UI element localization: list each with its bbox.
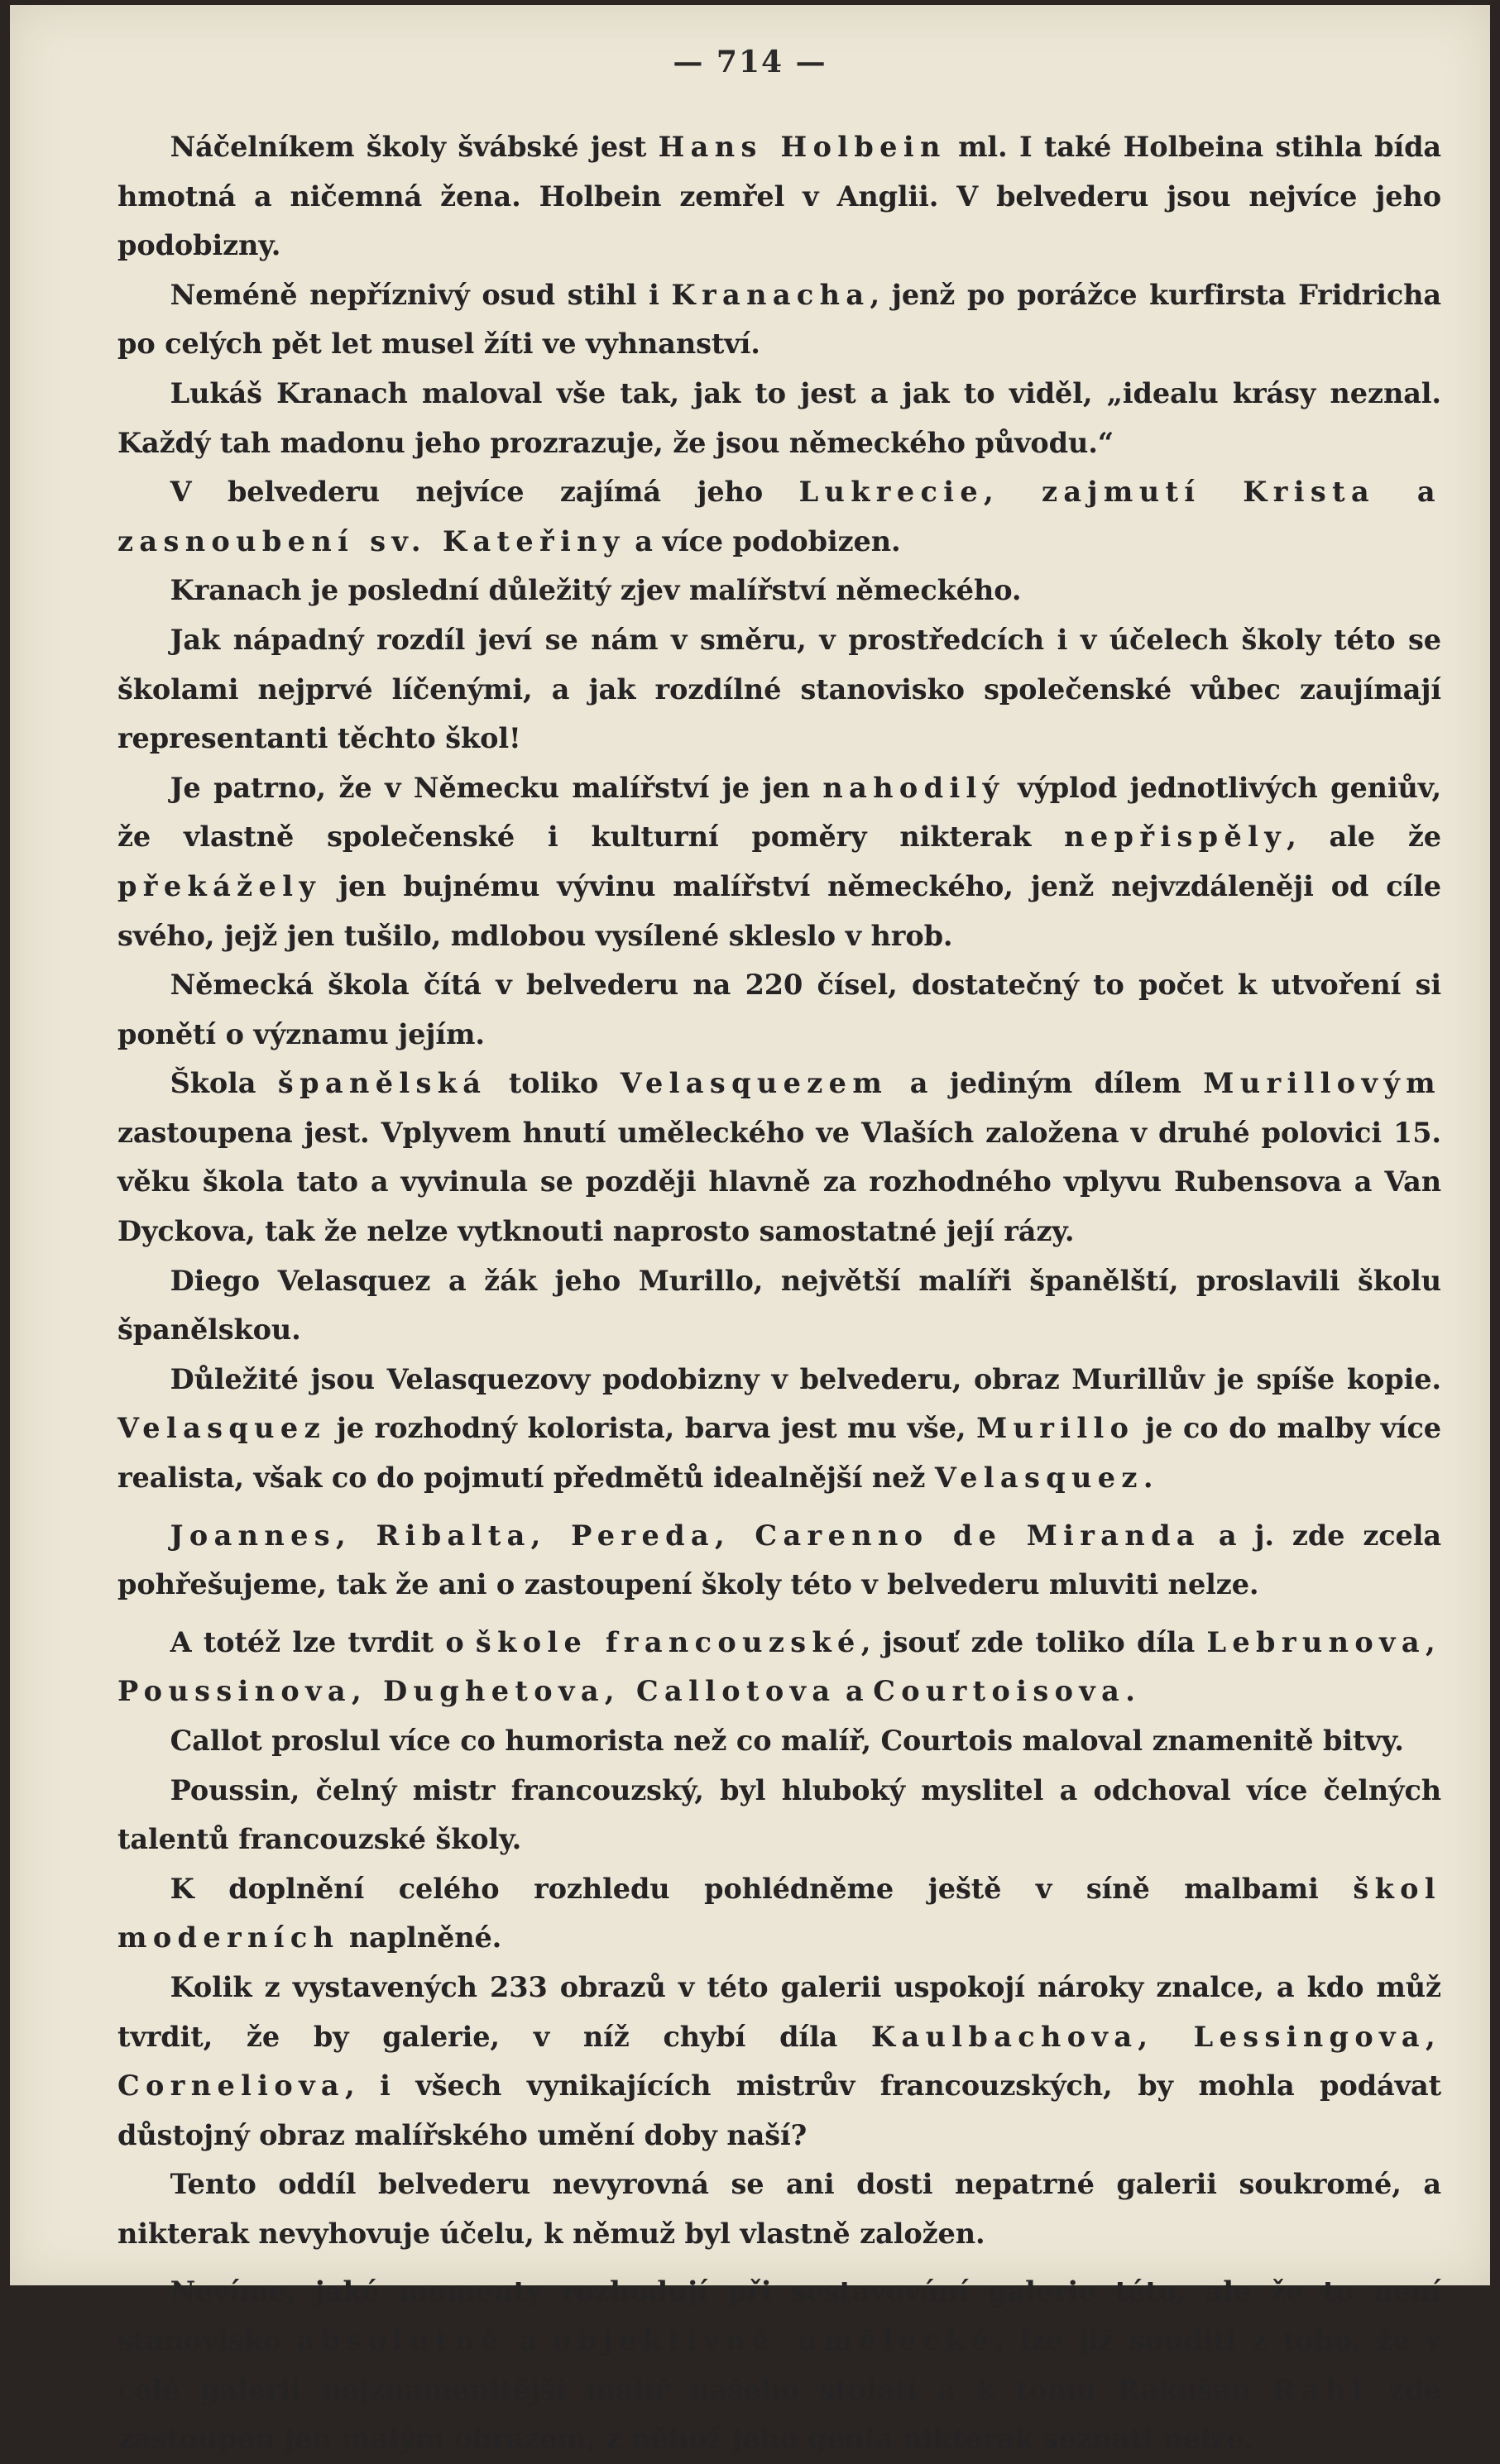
text-run: Poussin, čelný mistr francouzský, byl hluboký myslitel a odchoval více čelných talentů francouzské školy.: [117, 1773, 1441, 1856]
text-run: Škola: [170, 1067, 278, 1100]
text-run: Je patrno, že v Německu malířství je jen: [170, 771, 823, 804]
text-run: A totéž lze tvrdit o: [170, 1625, 476, 1658]
text-run: Nevíme, jaké momenty rozhodují při sestavování galerie této, ale že to není stanovisko: [117, 2275, 1441, 2357]
spaced-emphasis: Lebrunova, Poussinova, Dughetova, Callotova: [117, 1625, 1441, 1708]
text-run: .: [1125, 1675, 1135, 1708]
text-run: , jenž po porážce kurfirsta Fridricha po celých pět let musel žíti ve vyhnanství.: [117, 278, 1441, 361]
text-run: Německá škola čítá v belvederu na 220 čísel, dostatečný to počet k utvoření si ponětí o významu jejím.: [117, 969, 1441, 1050]
text-run: K doplnění celého rozhledu pohlédněme ještě v síně malbami: [170, 1872, 1354, 1905]
text-run: naplněné.: [339, 1921, 502, 1954]
text-run: a jediným dílem: [888, 1067, 1204, 1100]
spaced-emphasis: škole francouzské: [475, 1625, 861, 1658]
text-run: Callot proslul více co humorista než co malíř, Courtois maloval znamenitě bitvy.: [170, 1725, 1404, 1757]
text-run: zde zastoupen jen malým obrazem, z něhož jeho genia nikterak seznati nelze.: [117, 2373, 1441, 2456]
book-page: [10, 5, 1490, 2456]
paragraph-12: [117, 1511, 1441, 1610]
page-number: — 714 —: [673, 45, 827, 79]
spaced-emphasis: Velasquez: [934, 1462, 1143, 1495]
spaced-emphasis: Courtoisova: [873, 1675, 1126, 1708]
paragraph-18: [117, 2160, 1441, 2258]
spaced-emphasis: nahodilý: [822, 771, 1005, 804]
spaced-emphasis: Lukrecie, zajmutí Krista a zasnoubení sv. Kateřiny: [117, 476, 1442, 557]
text-run: Kranach je poslední důležitý zjev malířství německého.: [170, 574, 1022, 607]
spaced-emphasis: Murillovým: [1203, 1067, 1441, 1100]
text-run: jen bujnému vývinu malířství německého, jenž nejvzdáleněji od cíle svého, jejž jen tušilo, mdlobou vysílené skleslo v hrob.: [117, 869, 1441, 952]
paragraph-17: [117, 1963, 1441, 2160]
spaced-emphasis: škol moderních: [117, 1872, 1441, 1954]
text-run: , ale že: [1287, 821, 1442, 854]
text-run: a j. zde zcela pohřešujeme, tak že ani o zastoupení školy této v belvederu mluviti nelze.: [117, 1519, 1441, 1601]
text-run: Tento oddíl belvederu nevyrovná se ani dosti nepatrné galerii soukromé, a nikterak nevyhovuje účelu, k němuž byl vlastně založen.: [117, 2168, 1441, 2250]
text-run: Diego Velasquez a žák jeho Murillo, největší malíři španělští, proslavili školu španělskou.: [117, 1264, 1441, 1347]
paragraph-6: [117, 615, 1441, 763]
text-run: a: [836, 1675, 874, 1708]
spaced-emphasis: Velasquezem: [620, 1067, 889, 1100]
text-run: Důležité jsou Velasquezovy podobizny v belvederu, obraz Murillův je spíše kopie.: [170, 1362, 1441, 1395]
paragraph-5: [117, 566, 1441, 615]
text-run: Lukáš Kranach maloval vše tak, jak to jest a jak to viděl, „idealu krásy neznal. Každý tah madonu jeho prozrazuje, že jsou německého původu.“: [117, 376, 1441, 459]
text-run: Neméně nepříznivý osud stihl i: [170, 278, 672, 311]
text-run: .: [1143, 1462, 1153, 1495]
paragraph-1: [117, 122, 1441, 270]
text-run: výplod jednotlivých geniův, že vlastně společenské i kulturní poměry nikterak: [117, 771, 1442, 854]
text-run: Kolik z vystavených 233 obrazů v této galerii uspokojí nároky znalce, a kdo můž tvrdit, že by galerie, v níž chybí díla: [117, 1970, 1441, 2053]
text-run: , lze již souditi z toho, že v celé galerii nejznamenitější malíř našeho století a k tomu Rakušan: [117, 2324, 1442, 2406]
text-run: a více podobizen.: [625, 524, 901, 557]
paragraph-19: [117, 2267, 1441, 2464]
text-run: , i všech vynikajících mistrův francouzských, by mohla podávat důstojný obraz malířského umění doby naší?: [117, 2069, 1441, 2151]
text-run: Jak nápadný rozdíl jeví se nám v směru, v prostředcích i v účelech školy této se školami nejprvé líčenými, a jak rozdílné stanovisko společenské vůbec zaujímají representanti těchto škol!: [117, 623, 1441, 755]
text-run: , jsouť zde toliko díla: [860, 1625, 1207, 1658]
paragraph-8: [117, 960, 1441, 1059]
spaced-emphasis: Rahl: [1271, 2373, 1368, 2406]
spaced-emphasis: španělská: [277, 1067, 487, 1100]
paragraph-15: [117, 1766, 1441, 1864]
paragraph-11: [117, 1355, 1441, 1503]
paragraph-4: [117, 467, 1441, 566]
text-run: a: [504, 2324, 553, 2357]
spaced-emphasis: Kranacha: [671, 278, 870, 311]
text-run: Náčelníkem školy švábské jest: [170, 131, 659, 163]
spaced-emphasis: absolutně: [296, 2324, 505, 2357]
paragraph-7: [117, 763, 1441, 960]
spaced-emphasis: Joannes, Ribalta, Pereda, Carenno de Miranda: [170, 1519, 1200, 1552]
text-run: je rozhodný kolorista, barva jest mu vše,: [325, 1412, 977, 1445]
text-run: V belvederu nejvíce zajímá jeho: [170, 476, 799, 509]
spaced-emphasis: objektivně umělecké: [552, 2324, 995, 2357]
spaced-emphasis: Velasquez: [117, 1412, 326, 1445]
paragraph-9: [117, 1059, 1441, 1256]
spaced-emphasis: nepřispěly: [1064, 821, 1287, 854]
paragraph-10: [117, 1256, 1441, 1355]
spaced-emphasis: Murillo: [976, 1412, 1135, 1445]
paragraph-14: [117, 1716, 1441, 1766]
text-run: je co do malby více realista, však co do pojmutí předmětů idealnější než: [117, 1412, 1441, 1495]
spaced-emphasis: překážely: [117, 869, 322, 902]
paragraph-3: [117, 369, 1441, 467]
text-run: toliko: [486, 1067, 621, 1100]
spaced-emphasis: Kaulbachova, Lessingova, Corneliova: [117, 2020, 1441, 2103]
spaced-emphasis: Hans Holbein: [658, 131, 946, 163]
paragraph-13: [117, 1618, 1441, 1716]
paragraph-16: [117, 1864, 1441, 1963]
body-text: [117, 122, 1441, 2464]
text-run: ml. I také Holbeina stihla bída hmotná a ničemná žena. Holbein zemřel v Anglii. V belvederu jsou nejvíce jeho podobizny.: [117, 131, 1442, 262]
text-run: zastoupena jest. Vplyvem hnutí uměleckého ve Vlaších založena v druhé polovici 15. věku škola tato a vyvinula se později hlavně za rozhodného vplyvu Rubensova a Van Dyckova, tak že nelze vytknouti naprosto samostatné její rázy.: [117, 1116, 1441, 1248]
paragraph-2: [117, 270, 1441, 369]
